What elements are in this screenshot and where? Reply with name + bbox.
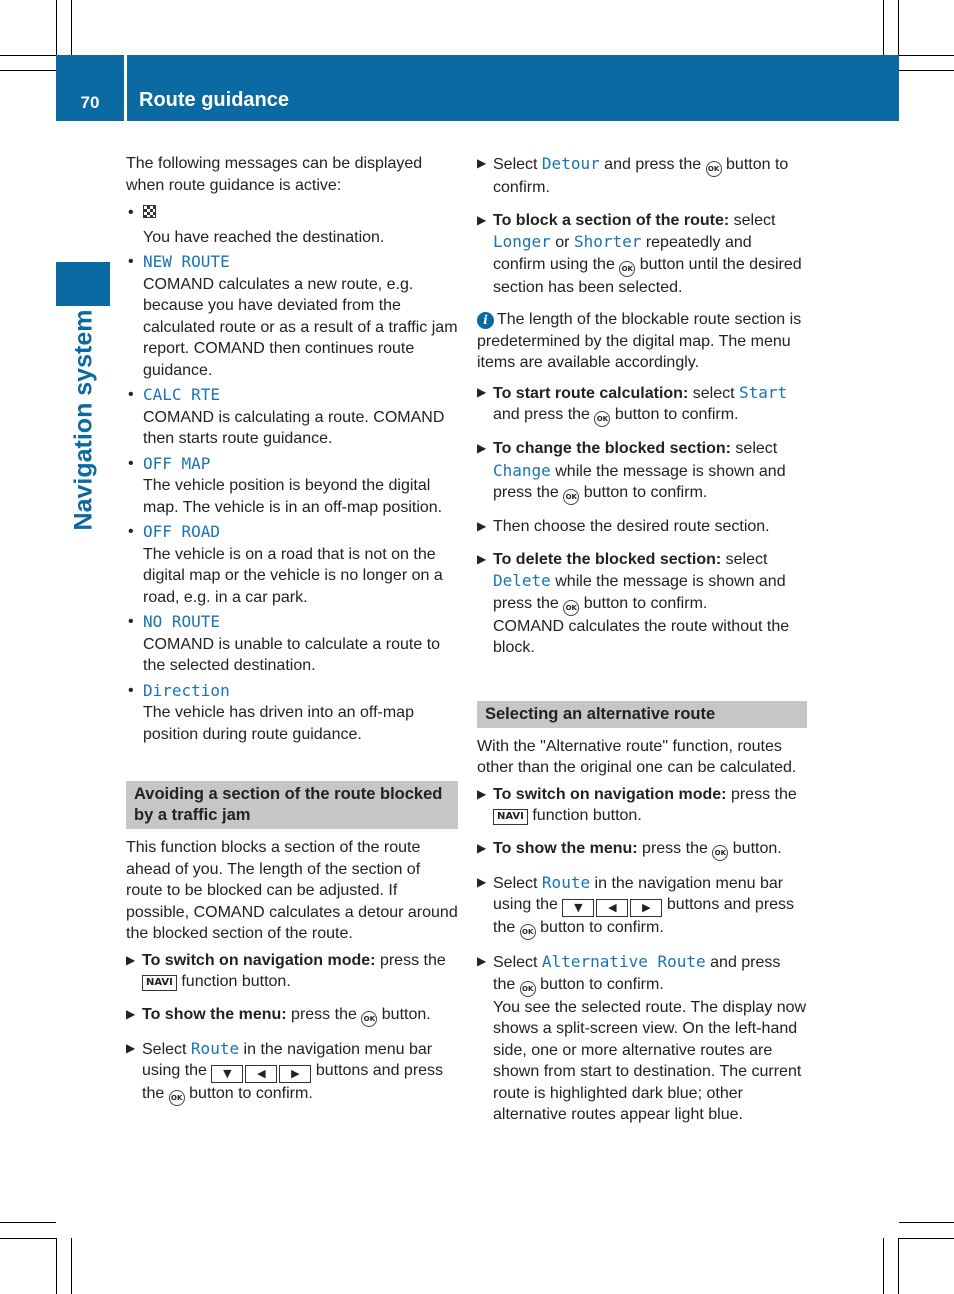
crop-mark bbox=[898, 0, 899, 55]
arrow-down-icon: ▼ bbox=[211, 1065, 243, 1083]
instruction-step: ▶ To switch on navigation mode: press the NAVI function button. bbox=[126, 951, 446, 990]
navi-key-icon: NAVI bbox=[142, 975, 177, 991]
instruction-step: ▶ To show the menu: press the OK button. bbox=[126, 1004, 458, 1027]
ok-button-icon: OK bbox=[520, 924, 536, 940]
instruction-step: ▶ Then choose the desired route section. bbox=[477, 516, 807, 538]
message-desc: COMAND is unable to calculate a route to the selected destination. bbox=[143, 635, 441, 674]
message-item: • OFF ROAD The vehicle is on a road that is not on the digital map or the vehicle is no longer on a road, e.g. in a car park. bbox=[126, 521, 458, 608]
crop-mark bbox=[883, 1238, 884, 1294]
destination-flag-icon bbox=[143, 205, 156, 218]
message-label: CALC RTE bbox=[143, 385, 221, 404]
message-item: • You have reached the destination. bbox=[126, 202, 458, 248]
navi-key-icon: NAVI bbox=[493, 809, 528, 825]
section-body: This function blocks a section of the route ahead of you. The length of the section of route to be blocked can be adjusted. If possible, COMAND calculates a detour around the blocked section of the route. bbox=[126, 839, 458, 942]
instruction-step: ▶ To change the blocked section: select Change while the message is shown and press the OK button to confirm. bbox=[477, 438, 807, 505]
message-desc: COMAND calculates a new route, e.g. because you have deviated from the calculated route or as a result of a traffic jam report. COMAND then continues route guidance. bbox=[143, 275, 458, 379]
step-arrow-icon: ▶ bbox=[126, 1006, 136, 1021]
intro-text: The following messages can be displayed when route guidance is active: bbox=[126, 155, 423, 194]
ok-button-icon: OK bbox=[712, 845, 728, 861]
message-desc: The vehicle has driven into an off-map position during route guidance. bbox=[143, 704, 414, 743]
arrow-right-icon: ▶ bbox=[279, 1065, 311, 1083]
message-item: • Direction The vehicle has driven into an off-map position during route guidance. bbox=[126, 680, 458, 746]
ok-button-icon: OK bbox=[169, 1090, 185, 1106]
menu-item-route: Route bbox=[190, 1038, 240, 1058]
crop-mark bbox=[898, 1238, 899, 1294]
menu-item-change: Change bbox=[493, 460, 551, 480]
section-body: With the "Alternative route" function, routes other than the original one can be calculated. bbox=[477, 737, 797, 776]
message-item: • NO ROUTE COMAND is unable to calculate a route to the selected destination. bbox=[126, 611, 458, 677]
message-desc: The vehicle position is beyond the digital map. The vehicle is in an off-map position. bbox=[143, 477, 443, 516]
section-heading: Avoiding a section of the route blocked by a traffic jam bbox=[126, 781, 458, 829]
section-heading: Selecting an alternative route bbox=[477, 701, 807, 728]
crop-mark bbox=[899, 70, 954, 71]
message-label: NEW ROUTE bbox=[143, 252, 230, 271]
step-arrow-icon: ▶ bbox=[126, 1040, 136, 1055]
info-note: i The length of the blockable route section is predetermined by the digital map. The menu items are available accordingly. bbox=[477, 311, 802, 371]
step-arrow-icon: ▶ bbox=[477, 212, 487, 227]
crop-mark bbox=[56, 1238, 57, 1294]
chapter-label: Navigation system bbox=[69, 309, 98, 531]
ok-button-icon: OK bbox=[361, 1011, 377, 1027]
crop-mark bbox=[56, 0, 57, 55]
crop-mark bbox=[71, 0, 72, 55]
crop-mark bbox=[0, 55, 56, 56]
menu-item-route: Route bbox=[541, 872, 591, 892]
info-icon: i bbox=[477, 312, 494, 329]
crop-mark bbox=[883, 0, 884, 55]
menu-item-shorter: Shorter bbox=[573, 232, 642, 251]
instruction-step: ▶ Select Alternative Route and press the OK button to confirm. You see the selected route. The display now shows a split-screen view. On the left-hand side, one or more alternative routes are shown from start to destination. The current route is highlighted dark blue; other alternative routes appear light blue. bbox=[477, 952, 807, 1123]
step-arrow-icon: ▶ bbox=[477, 874, 487, 889]
step-arrow-icon: ▶ bbox=[477, 954, 487, 968]
ok-button-icon: OK bbox=[706, 161, 722, 177]
instruction-step: ▶ To delete the blocked section: select Delete while the message is shown and press the OK button to confirm. COMAND calculates the route without the block. bbox=[477, 550, 790, 656]
step-arrow-icon: ▶ bbox=[477, 519, 487, 533]
right-column bbox=[477, 153, 807, 1137]
ok-button-icon: OK bbox=[520, 981, 536, 997]
ok-button-icon: OK bbox=[619, 261, 635, 277]
message-item: • NEW ROUTE COMAND calculates a new route, e.g. because you have deviated from the calculated route or as a result of a traffic jam report. COMAND then continues route guidance. bbox=[126, 251, 458, 381]
message-label: OFF MAP bbox=[143, 453, 211, 473]
instruction-step: ▶ To show the menu: press the OK button. bbox=[477, 838, 807, 861]
crop-mark bbox=[899, 55, 954, 56]
step-arrow-icon: ▶ bbox=[477, 551, 487, 566]
page-title: Route guidance bbox=[139, 89, 290, 111]
menu-item-start: Start bbox=[738, 382, 788, 402]
message-label: NO ROUTE bbox=[143, 612, 221, 631]
message-item: • OFF MAP The vehicle position is beyond the digital map. The vehicle is in an off-map position. bbox=[126, 453, 458, 519]
arrow-down-icon: ▼ bbox=[562, 899, 594, 917]
crop-mark bbox=[0, 1222, 56, 1223]
menu-item-delete: Delete bbox=[493, 571, 551, 590]
ok-button-icon: OK bbox=[563, 600, 579, 616]
page-number: 70 bbox=[80, 93, 100, 112]
left-column bbox=[126, 153, 458, 1117]
menu-item-detour: Detour bbox=[541, 154, 600, 173]
ok-button-icon: OK bbox=[594, 411, 610, 427]
message-item: • CALC RTE COMAND is calculating a route. COMAND then starts route guidance. bbox=[126, 384, 458, 450]
instruction-step: ▶ Select Route in the navigation menu bar using the ▼ ◀ ▶ buttons and press the OK button to confirm. bbox=[126, 1038, 458, 1107]
crop-mark bbox=[71, 1238, 72, 1294]
step-arrow-icon: ▶ bbox=[126, 952, 136, 967]
crop-mark bbox=[0, 70, 56, 71]
crop-mark bbox=[899, 1222, 954, 1223]
step-arrow-icon: ▶ bbox=[477, 840, 487, 855]
message-desc: The vehicle is on a road that is not on the digital map or the vehicle is no longer on a road, e.g. in a car park. bbox=[143, 545, 443, 606]
instruction-step: ▶ Select Detour and press the OK button to confirm. bbox=[477, 154, 789, 196]
crop-mark bbox=[0, 1238, 56, 1239]
message-label: Direction bbox=[143, 680, 230, 700]
arrow-left-icon: ◀ bbox=[245, 1065, 277, 1083]
instruction-step: ▶ Select Route in the navigation menu bar using the ▼ ◀ ▶ buttons and press the OK button to confirm. bbox=[477, 872, 807, 941]
step-arrow-icon: ▶ bbox=[477, 786, 487, 801]
ok-button-icon: OK bbox=[563, 489, 579, 505]
side-tab-marker bbox=[56, 262, 110, 306]
arrow-left-icon: ◀ bbox=[596, 899, 628, 917]
crop-mark bbox=[899, 1238, 954, 1239]
step-arrow-icon: ▶ bbox=[477, 384, 487, 399]
message-desc: COMAND is calculating a route. COMAND then starts route guidance. bbox=[143, 408, 445, 447]
message-label: OFF ROAD bbox=[143, 522, 221, 541]
arrow-right-icon: ▶ bbox=[630, 899, 662, 917]
message-desc: You have reached the destination. bbox=[143, 228, 385, 246]
menu-item-alternative-route: Alternative Route bbox=[541, 952, 706, 971]
instruction-step: ▶ To block a section of the route: select Longer or Shorter repeatedly and confirm using the OK button until the desired section has been selected. bbox=[477, 211, 802, 296]
header-divider bbox=[124, 55, 127, 121]
instruction-step: ▶ To start route calculation: select Start and press the OK button to confirm. bbox=[477, 382, 807, 428]
step-arrow-icon: ▶ bbox=[477, 441, 487, 455]
instruction-step: ▶ To switch on navigation mode: press the NAVI function button. bbox=[477, 785, 797, 824]
menu-item-longer: Longer bbox=[493, 232, 551, 251]
step-arrow-icon: ▶ bbox=[477, 156, 487, 170]
